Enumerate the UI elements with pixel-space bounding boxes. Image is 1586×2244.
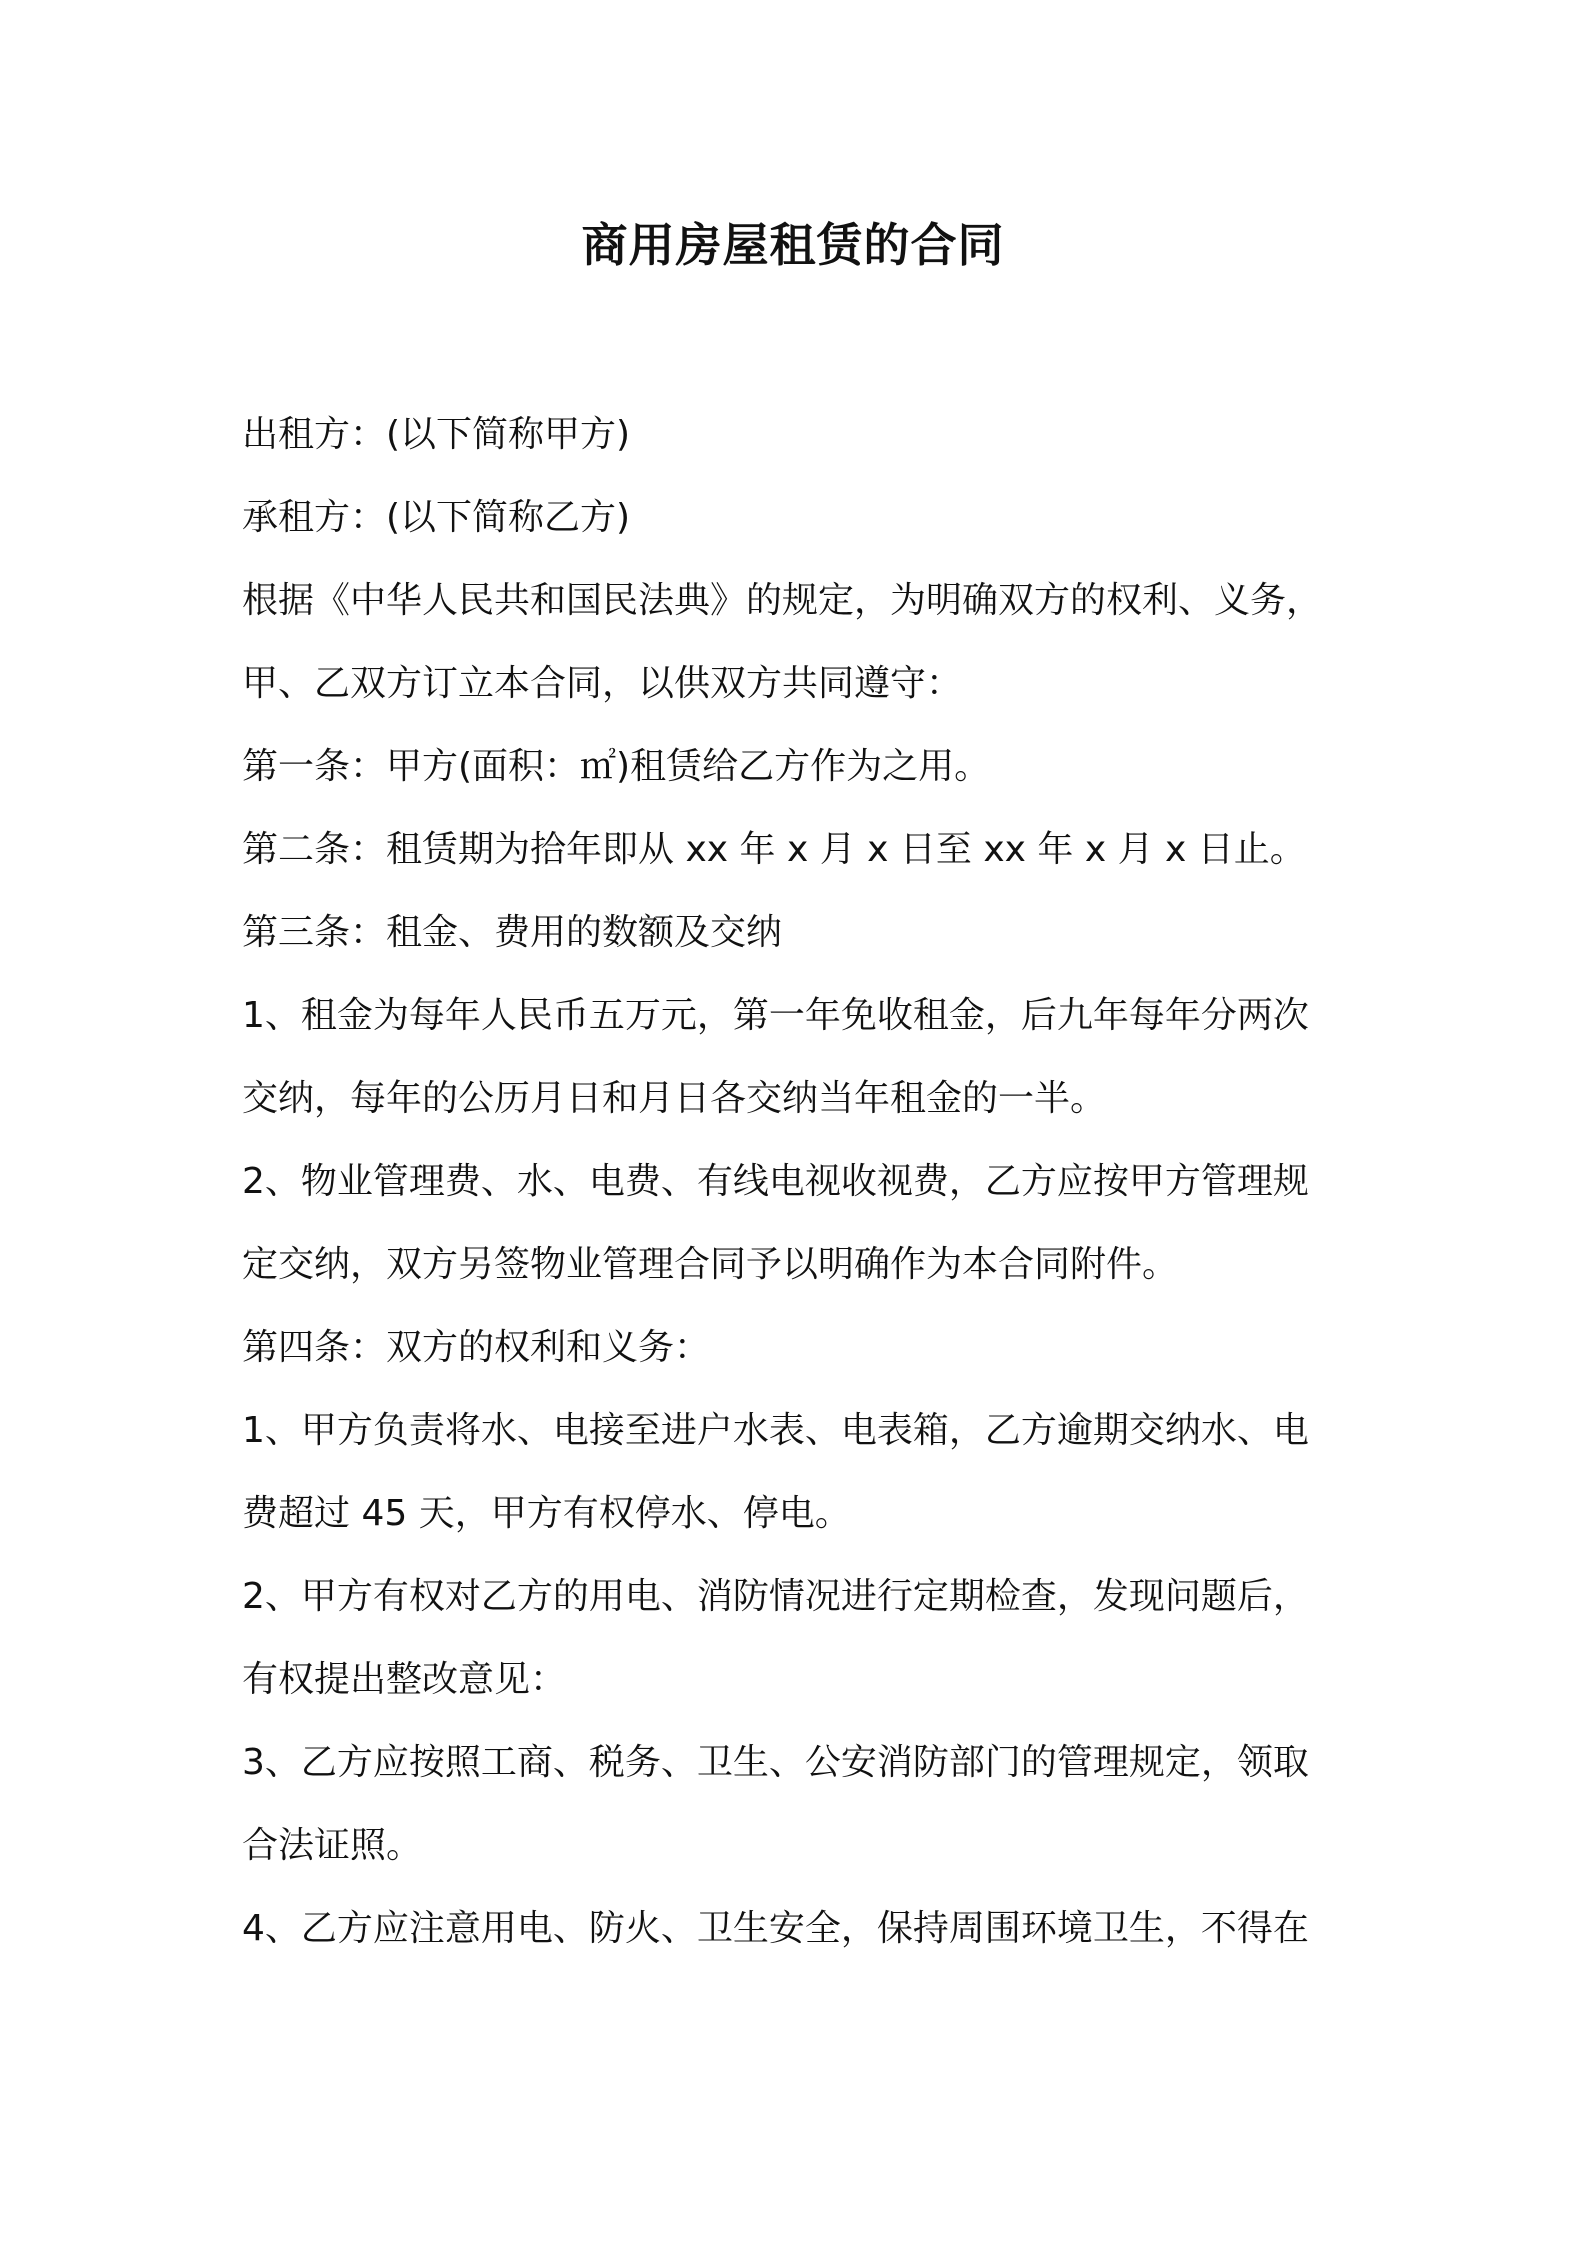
article-4-clause-1-line-2: 费超过 45 天，甲方有权停水、停电。 bbox=[242, 1493, 851, 1534]
article-4-clause-3-line-1: 3、乙方应按照工商、税务、卫生、公安消防部门的管理规定，领取 bbox=[242, 1742, 1309, 1783]
article-4-clause-2-line-2: 有权提出整改意见： bbox=[242, 1659, 567, 1700]
preamble-line-2: 甲、乙双方订立本合同，以供双方共同遵守： bbox=[242, 663, 963, 704]
article-4-clause-3-line-2: 合法证照。 bbox=[242, 1825, 423, 1866]
article-3-clause-2-line-1: 2、物业管理费、水、电费、有线电视收视费，乙方应按甲方管理规 bbox=[242, 1161, 1309, 1202]
article-4-heading: 第四条：双方的权利和义务： bbox=[242, 1327, 711, 1368]
article-3-heading: 第三条：租金、费用的数额及交纳 bbox=[242, 912, 783, 953]
article-3-clause-2-line-2: 定交纳，双方另签物业管理合同予以明确作为本合同附件。 bbox=[242, 1244, 1179, 1285]
article-3-clause-1-line-1: 1、租金为每年人民币五万元，第一年免收租金，后九年每年分两次 bbox=[242, 995, 1309, 1036]
article-3-clause-1-line-2: 交纳，每年的公历月日和月日各交纳当年租金的一半。 bbox=[242, 1078, 1107, 1119]
preamble-line-1: 根据《中华人民共和国民法典》的规定，为明确双方的权利、义务， bbox=[242, 580, 1323, 621]
party-b-line: 承租方：(以下简称乙方) bbox=[242, 497, 631, 538]
party-a-line: 出租方：(以下简称甲方) bbox=[242, 414, 631, 455]
article-4-clause-2-line-1: 2、甲方有权对乙方的用电、消防情况进行定期检查，发现问题后， bbox=[242, 1576, 1309, 1617]
document-title: 商用房屋租赁的合同 bbox=[581, 218, 1005, 272]
article-4-clause-1-line-1: 1、甲方负责将水、电接至进户水表、电表箱，乙方逾期交纳水、电 bbox=[242, 1410, 1309, 1451]
article-4-clause-4-line-1: 4、乙方应注意用电、防火、卫生安全，保持周围环境卫生，不得在 bbox=[242, 1908, 1309, 1949]
article-2: 第二条：租赁期为拾年即从 xx 年 x 月 x 日至 xx 年 x 月 x 日止。 bbox=[242, 829, 1306, 870]
article-1: 第一条：甲方(面积：㎡)租赁给乙方作为之用。 bbox=[242, 746, 991, 787]
